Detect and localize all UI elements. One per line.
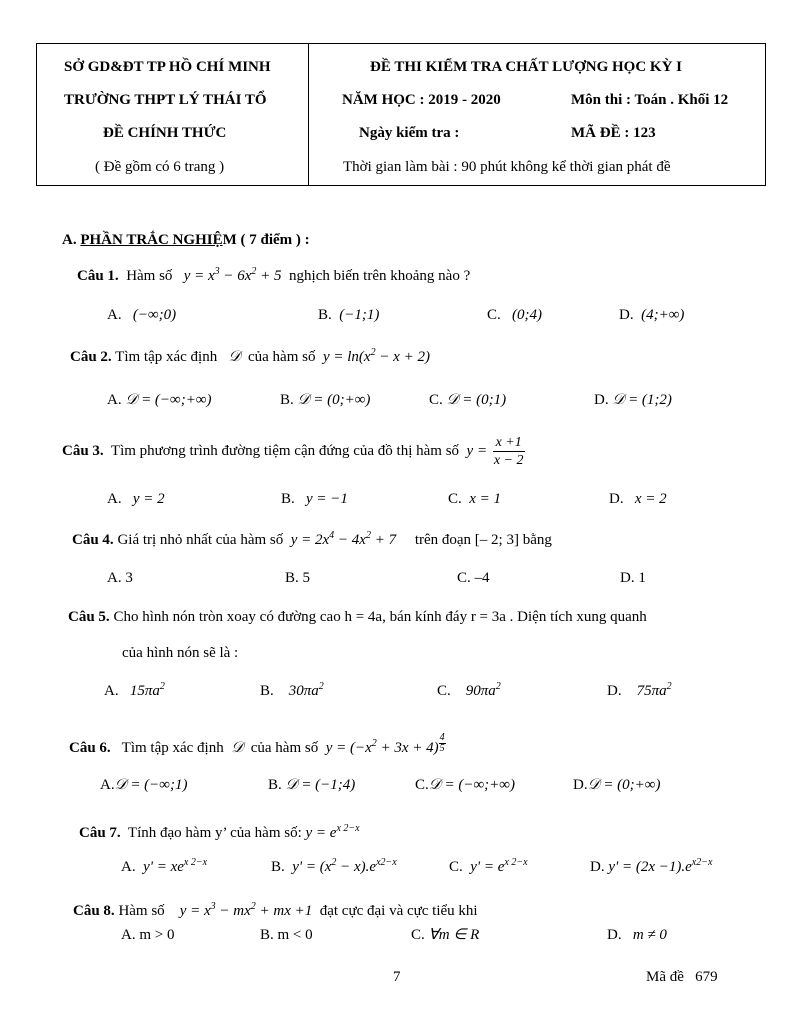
question-6-option-b[interactable]: B. 𝒟 = (−1;4) bbox=[268, 777, 356, 793]
question-5-option-b[interactable]: B. $30\pi a^2$ bbox=[260, 681, 324, 699]
department-name: SỞ GD&ĐT TP HỒ CHÍ MINH bbox=[64, 59, 271, 75]
question-2-option-a[interactable]: A. 𝒟 = (−∞;+∞) bbox=[107, 392, 212, 408]
exam-code: MÃ ĐỀ : 123 bbox=[571, 125, 656, 141]
section-heading: A. PHẦN TRẮC NGHIỆM ( 7 điểm ) : bbox=[62, 232, 310, 248]
question-7-option-c[interactable]: C. $y' = e^{x 2-x}$ bbox=[449, 857, 528, 875]
time-allowed: Thời gian làm bài : 90 phút không kể thời gian phát đề bbox=[343, 159, 671, 175]
question-3-option-c[interactable]: C. x = 1 bbox=[448, 491, 502, 507]
question-6-option-c[interactable]: C.𝒟 = (−∞;+∞) bbox=[415, 777, 515, 793]
question-8-option-a[interactable]: A. m > 0 bbox=[121, 927, 175, 943]
question-3-option-a[interactable]: A. y = 2 bbox=[107, 491, 165, 507]
question-6-option-d[interactable]: D.𝒟 = (0;+∞) bbox=[573, 777, 661, 793]
question-5: Câu 5. Cho hình nón tròn xoay có đường cao h = 4a, bán kính đáy r = 3a . Diện tích xung quanh bbox=[68, 609, 647, 625]
school-name: TRƯỜNG THPT LÝ THÁI TỔ bbox=[64, 92, 267, 108]
question-1: Câu 1. Hàm số $y = x^3 - 6x^2 + 5$ nghịch biến trên khoảng nào ? bbox=[77, 266, 471, 284]
question-7: Câu 7. Tính đạo hàm y’ của hàm số: $y = e^{x 2-x}$ bbox=[79, 823, 360, 841]
page-number: 7 bbox=[393, 969, 401, 985]
question-6-option-a[interactable]: A.𝒟 = (−∞;1) bbox=[100, 777, 188, 793]
question-3-option-b[interactable]: B. y = −1 bbox=[281, 491, 348, 507]
question-2-option-b[interactable]: B. 𝒟 = (0;+∞) bbox=[280, 392, 371, 408]
exam-date-label: Ngày kiểm tra : bbox=[359, 125, 460, 141]
fraction-x-plus-1-over-x-minus-2: $\frac{x +1}{x - 2}$ bbox=[493, 435, 524, 469]
question-5-continuation: của hình nón sẽ là : bbox=[122, 645, 239, 661]
question-7-option-b[interactable]: B. $y' = (x^2 - x).e^{x2-x}$ bbox=[271, 857, 397, 875]
exam-title: ĐỀ THI KIỂM TRA CHẤT LƯỢNG HỌC KỲ I bbox=[370, 59, 682, 75]
question-1-option-c[interactable]: C. (0;4) bbox=[487, 307, 543, 323]
question-1-option-d[interactable]: D. (4;+∞) bbox=[619, 307, 685, 323]
question-3: Câu 3. Tìm phương trình đường tiệm cận đứng của đồ thị hàm số y = $\frac{x +1}{x - 2}$ bbox=[62, 431, 527, 471]
question-2-option-c[interactable]: C. 𝒟 = (0;1) bbox=[429, 392, 507, 408]
question-3-option-d[interactable]: D. x = 2 bbox=[609, 491, 667, 507]
question-7-option-a[interactable]: A. $y' = xe^{x 2-x}$ bbox=[121, 857, 208, 875]
question-4-option-d[interactable]: D. 1 bbox=[620, 570, 646, 586]
exponent-four-fifths: $\frac{4}{5}$ bbox=[439, 732, 445, 754]
page-count-note: ( Đề gồm có 6 trang ) bbox=[95, 159, 225, 175]
question-4: Câu 4. Giá trị nhỏ nhất của hàm số $y = 2x^4 - 4x^2 + 7$ trên đoạn [– 2; 3] bằng bbox=[72, 530, 552, 548]
header-divider bbox=[308, 44, 309, 185]
question-8: Câu 8. Hàm số $y = x^3 - mx^2$ + mx +1 đạt cực đại và cực tiểu khi bbox=[73, 901, 478, 919]
question-2: Câu 2. Tìm tập xác định 𝒟 của hàm số $y = \ln(x^2 - x + 2)$ bbox=[70, 347, 430, 365]
question-8-option-d[interactable]: D. m ≠ 0 bbox=[607, 927, 667, 943]
official-exam-label: ĐỀ CHÍNH THỨC bbox=[103, 125, 227, 141]
question-1-option-a[interactable]: A. (−∞;0) bbox=[107, 307, 177, 323]
question-8-option-b[interactable]: B. m < 0 bbox=[260, 927, 313, 943]
question-2-option-d[interactable]: D. 𝒟 = (1;2) bbox=[594, 392, 672, 408]
question-5-option-c[interactable]: C. $90\pi a^2$ bbox=[437, 681, 501, 699]
school-year: NĂM HỌC : 2019 - 2020 bbox=[342, 92, 501, 108]
question-4-option-a[interactable]: A. 3 bbox=[107, 570, 133, 586]
exam-code-footer: Mã đề 679 bbox=[646, 969, 718, 985]
question-5-option-a[interactable]: A. $15\pi a^2$ bbox=[104, 681, 165, 699]
subject-grade: Môn thi : Toán . Khối 12 bbox=[571, 92, 729, 108]
question-1-option-b[interactable]: B. (−1;1) bbox=[318, 307, 380, 323]
question-4-option-c[interactable]: C. –4 bbox=[457, 570, 490, 586]
question-6: Câu 6. Tìm tập xác định 𝒟 của hàm số $y = (-x^2 + 3x + 4)$ $\frac{4}{5}$ bbox=[69, 732, 445, 756]
question-4-option-b[interactable]: B. 5 bbox=[285, 570, 311, 586]
question-7-option-d[interactable]: D. $y' = (2x -1).e^{x2-x}$ bbox=[590, 857, 713, 875]
question-8-option-c[interactable]: C. ∀m ∈ R bbox=[411, 927, 480, 943]
question-5-option-d[interactable]: D. $75\pi a^2$ bbox=[607, 681, 672, 699]
